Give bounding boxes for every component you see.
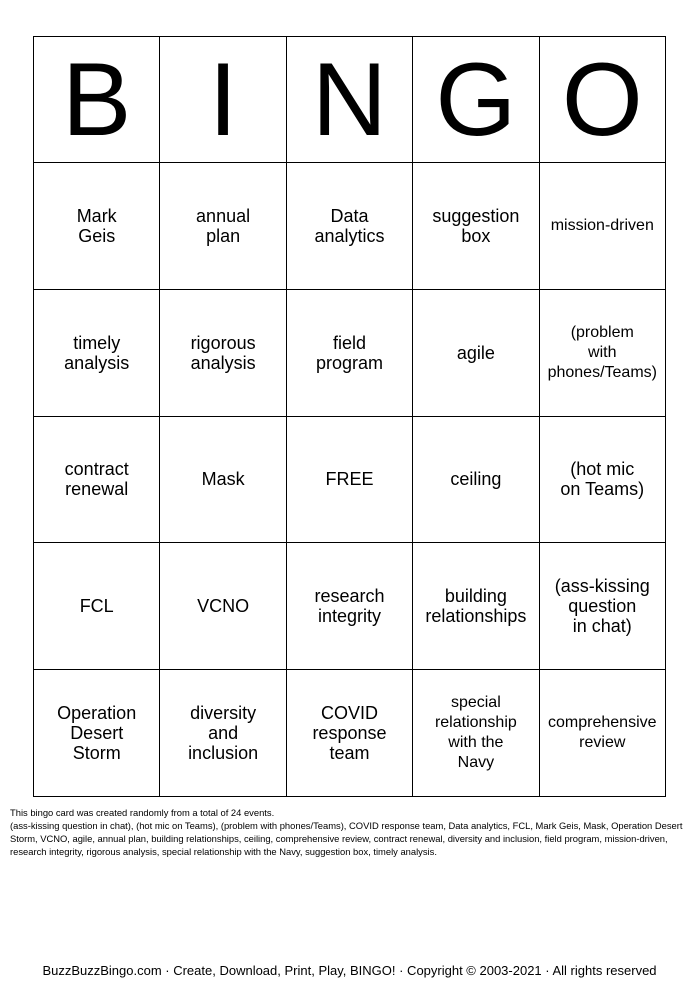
bingo-cell: field program <box>286 289 412 416</box>
bingo-cell: Data analytics <box>286 163 412 290</box>
bingo-row <box>34 670 666 797</box>
header-letter-g: G <box>413 37 539 163</box>
bingo-cell: Operation Desert Storm <box>34 670 160 797</box>
header-letter-i: I <box>160 37 286 163</box>
bingo-card <box>33 36 666 797</box>
bingo-cell: (problem with phones/Teams) <box>539 289 665 416</box>
bingo-cell: annual plan <box>160 163 286 290</box>
bingo-row <box>34 543 666 670</box>
bingo-cell: COVID response team <box>286 670 412 797</box>
header-letter-n: N <box>286 37 412 163</box>
bingo-cell: building relationships <box>413 543 539 670</box>
bingo-cell: comprehensive review <box>539 670 665 797</box>
bingo-row <box>34 163 666 290</box>
bingo-cell: Mask <box>160 416 286 543</box>
bingo-cell: diversity and inclusion <box>160 670 286 797</box>
bingo-cell: mission-driven <box>539 163 665 290</box>
bingo-cell: agile <box>413 289 539 416</box>
bingo-cell: suggestion box <box>413 163 539 290</box>
bingo-cell: (ass-kissing question in chat) <box>539 543 665 670</box>
bingo-cell: rigorous analysis <box>160 289 286 416</box>
bingo-cell: Mark Geis <box>34 163 160 290</box>
header-letter-b: B <box>34 37 160 163</box>
bingo-cell: VCNO <box>160 543 286 670</box>
header-letter-o: O <box>539 37 665 163</box>
card-description-summary: This bingo card was created randomly from a total of 24 events. <box>10 807 275 818</box>
bingo-cell: contract renewal <box>34 416 160 543</box>
card-description <box>10 806 690 858</box>
bingo-cell: special relationship with the Navy <box>413 670 539 797</box>
card-description-event-list: (ass-kissing question in chat), (hot mic on Teams), (problem with phones/Teams), COVID response team, Data analytics, FCL, Mark Geis, Mask, Operation Desert Storm, VCNO, agile, annual plan, building relationships, ceiling, comprehensive review, contract renewal, diversity and inclusion, field program, mission-driven, research integrity, rigorous analysis, special relationship with the Navy, suggestion box, timely analysis. <box>10 820 683 857</box>
bingo-row <box>34 289 666 416</box>
bingo-row <box>34 416 666 543</box>
free-space-cell: FREE <box>286 416 412 543</box>
bingo-cell: ceiling <box>413 416 539 543</box>
bingo-cell: (hot mic on Teams) <box>539 416 665 543</box>
footer-copyright: BuzzBuzzBingo.com · Create, Download, Print, Play, BINGO! · Copyright © 2003-2021 · All rights reserved <box>42 963 657 978</box>
bingo-header-row <box>34 37 666 163</box>
bingo-cell: timely analysis <box>34 289 160 416</box>
bingo-cell: research integrity <box>286 543 412 670</box>
bingo-cell: FCL <box>34 543 160 670</box>
